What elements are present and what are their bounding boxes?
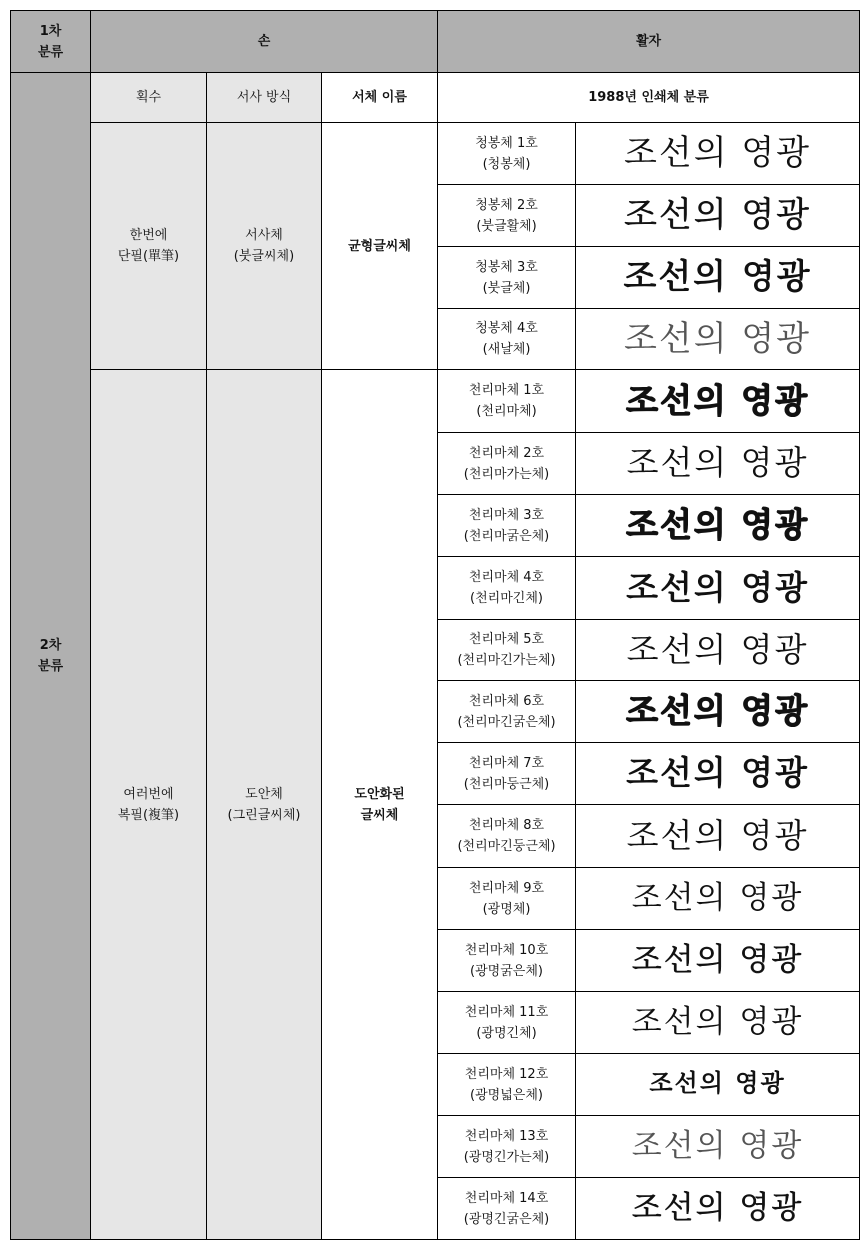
subheader-method: 서사 방식 bbox=[207, 73, 322, 123]
font-name: 천리마체 14호 bbox=[464, 1190, 549, 1206]
font-label bbox=[438, 370, 576, 433]
font-alias: (광명긴굵은체) bbox=[463, 1211, 550, 1227]
font-sample-cell bbox=[576, 123, 860, 185]
font-label bbox=[438, 557, 576, 620]
subheader-row bbox=[11, 73, 860, 123]
font-classification-table bbox=[10, 10, 860, 1240]
font-alias: (천리마둥근체) bbox=[463, 776, 550, 792]
font-alias: (천리마굵은체) bbox=[463, 528, 550, 544]
group-fontname: 균형글씨체 bbox=[322, 123, 438, 370]
font-sample: 조선의 영광 bbox=[626, 567, 809, 607]
cat2-cell: 2차 분류 bbox=[11, 73, 91, 1240]
header-row bbox=[11, 11, 860, 73]
font-alias: (천리마체) bbox=[476, 404, 537, 419]
group-strokes: 여러번에 복필(複筆) bbox=[91, 370, 207, 1240]
font-row bbox=[11, 370, 860, 433]
font-sample-cell bbox=[576, 370, 860, 433]
font-sample-cell bbox=[576, 992, 860, 1054]
font-sample: 조선의 영광 bbox=[626, 505, 809, 544]
font-sample-cell bbox=[576, 557, 860, 620]
font-sample: 조선의 영광 bbox=[623, 257, 812, 297]
font-label bbox=[438, 805, 576, 868]
font-sample: 조선의 영광 bbox=[626, 629, 809, 669]
font-name: 천리마체 6호 bbox=[468, 693, 545, 709]
font-alias: (광명긴가는체) bbox=[463, 1149, 550, 1165]
font-alias: (붓글활체) bbox=[476, 218, 537, 234]
font-alias: (광명긴체) bbox=[476, 1025, 537, 1041]
font-alias: (천리마긴둥근체) bbox=[457, 839, 556, 854]
font-label bbox=[438, 1116, 576, 1178]
font-sample-cell bbox=[576, 1178, 860, 1240]
font-name: 천리마체 9호 bbox=[468, 880, 545, 896]
font-name: 천리마체 13호 bbox=[464, 1128, 549, 1144]
font-sample-cell bbox=[576, 1054, 860, 1116]
font-alias: (광명굵은체) bbox=[470, 963, 543, 979]
font-alias: (천리마긴가는체) bbox=[457, 653, 556, 668]
font-sample-cell bbox=[576, 805, 860, 868]
font-sample-cell bbox=[576, 247, 860, 309]
font-sample-cell bbox=[576, 495, 860, 557]
group-method: 서사체 (붓글씨체) bbox=[207, 123, 322, 370]
font-name: 천리마체 7호 bbox=[468, 755, 545, 771]
font-sample: 조선의 영광 bbox=[624, 318, 812, 359]
font-name: 청봉체 1호 bbox=[475, 135, 538, 151]
font-label bbox=[438, 743, 576, 805]
font-label bbox=[438, 992, 576, 1054]
font-name: 천리마체 4호 bbox=[468, 570, 545, 585]
font-label bbox=[438, 620, 576, 681]
font-name: 천리마체 10호 bbox=[464, 942, 549, 958]
font-name: 청봉체 2호 bbox=[475, 197, 538, 213]
font-sample: 조선의 영광 bbox=[624, 133, 812, 173]
font-name: 천리마체 8호 bbox=[468, 818, 545, 833]
font-label bbox=[438, 495, 576, 557]
font-sample: 조선의 영광 bbox=[631, 1127, 804, 1164]
font-name: 천리마체 2호 bbox=[468, 445, 545, 461]
font-name: 천리마체 3호 bbox=[468, 507, 545, 523]
font-alias: (천리마긴체) bbox=[470, 591, 543, 606]
subheader-classification: 1988년 인쇄체 분류 bbox=[438, 73, 860, 123]
header-type: 활자 bbox=[438, 11, 860, 73]
font-alias: (광명넓은체) bbox=[470, 1087, 543, 1103]
font-label bbox=[438, 868, 576, 930]
font-row bbox=[11, 123, 860, 185]
font-alias: (천리마긴굵은체) bbox=[457, 714, 556, 730]
font-name: 청봉체 3호 bbox=[475, 259, 538, 275]
group-fontname: 도안화된 글씨체 bbox=[322, 370, 438, 1240]
font-name: 천리마체 11호 bbox=[464, 1004, 549, 1020]
font-sample: 조선의 영광 bbox=[626, 691, 809, 730]
font-name: 천리마체 1호 bbox=[468, 383, 545, 398]
group-strokes: 한번에 단필(單筆) bbox=[91, 123, 207, 370]
font-alias: (붓글체) bbox=[482, 280, 531, 296]
subheader-strokes: 획수 bbox=[91, 73, 207, 123]
font-name: 천리마체 12호 bbox=[464, 1066, 549, 1082]
font-sample: 조선의 영광 bbox=[631, 941, 804, 978]
font-sample: 조선의 영광 bbox=[626, 753, 809, 792]
font-name: 천리마체 5호 bbox=[468, 632, 545, 647]
font-sample: 조선의 영광 bbox=[624, 195, 812, 235]
font-sample: 조선의 영광 bbox=[626, 380, 809, 420]
font-sample-cell bbox=[576, 743, 860, 805]
font-label bbox=[438, 433, 576, 495]
font-label bbox=[438, 123, 576, 185]
font-label bbox=[438, 930, 576, 992]
font-sample-cell bbox=[576, 620, 860, 681]
font-label bbox=[438, 309, 576, 370]
font-sample-cell bbox=[576, 930, 860, 992]
font-sample-cell bbox=[576, 681, 860, 743]
font-alias: (천리마가는체) bbox=[463, 466, 550, 482]
header-cat1: 1차 분류 bbox=[11, 11, 91, 73]
font-label bbox=[438, 681, 576, 743]
font-alias: (청봉체) bbox=[482, 156, 531, 172]
font-sample-cell bbox=[576, 185, 860, 247]
font-sample: 조선의 영광 bbox=[649, 1069, 786, 1097]
font-label bbox=[438, 1054, 576, 1116]
font-alias: (광명체) bbox=[482, 901, 531, 917]
font-sample: 조선의 영광 bbox=[626, 443, 809, 482]
font-sample: 조선의 영광 bbox=[631, 879, 804, 916]
font-label bbox=[438, 185, 576, 247]
font-alias: (새날체) bbox=[482, 342, 531, 357]
subheader-fontname: 서체 이름 bbox=[322, 73, 438, 123]
font-sample: 조선의 영광 bbox=[631, 1003, 804, 1040]
font-sample: 조선의 영광 bbox=[626, 815, 809, 855]
font-sample-cell bbox=[576, 433, 860, 495]
font-sample-cell bbox=[576, 868, 860, 930]
font-label bbox=[438, 1178, 576, 1240]
font-sample: 조선의 영광 bbox=[631, 1189, 804, 1226]
header-hand: 손 bbox=[91, 11, 438, 73]
group-method: 도안체 (그린글씨체) bbox=[207, 370, 322, 1240]
font-sample-cell bbox=[576, 309, 860, 370]
font-sample-cell bbox=[576, 1116, 860, 1178]
font-name: 청봉체 4호 bbox=[475, 321, 538, 336]
font-label bbox=[438, 247, 576, 309]
